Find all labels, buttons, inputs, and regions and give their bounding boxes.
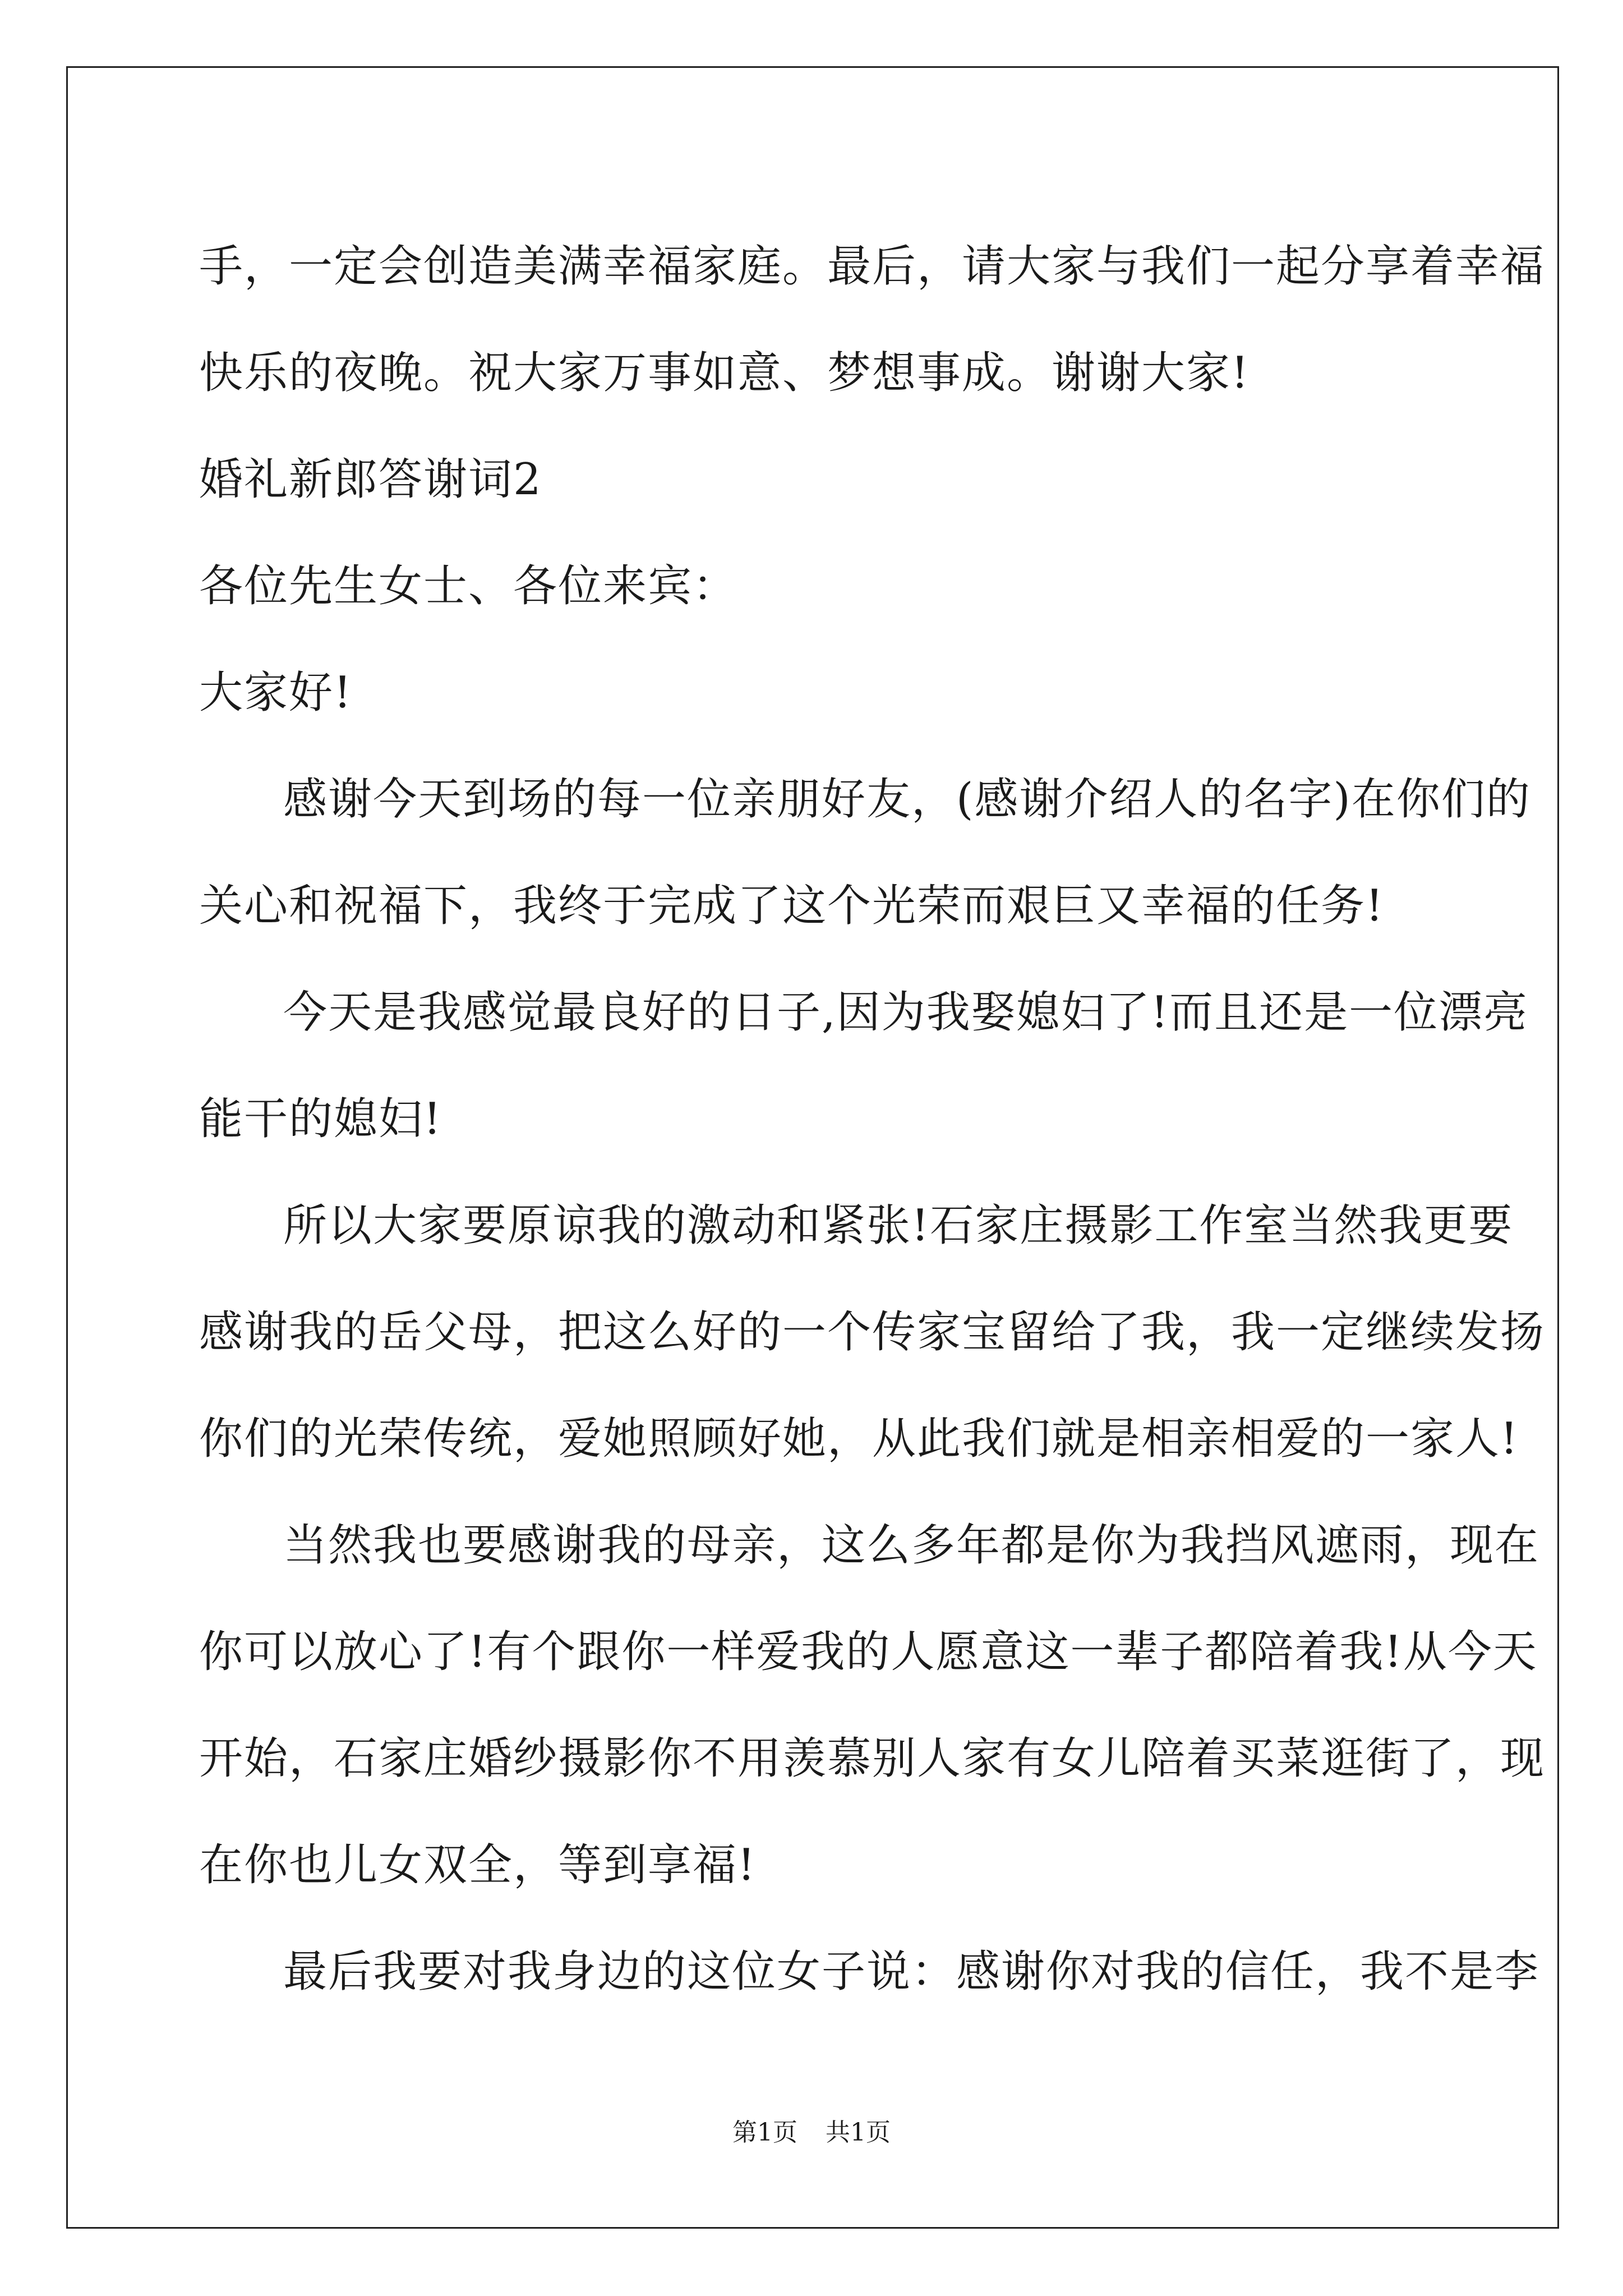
text-line: 开始，石家庄婚纱摄影你不用羡慕别人家有女儿陪着买菜逛街了，现 (199, 1733, 1546, 1784)
page-number-total: 共1页 (826, 2118, 891, 2147)
text-line: 在你也儿女双全，等到享福! (199, 1840, 757, 1890)
document-body (199, 213, 1546, 2025)
text-line: 能干的媳妇! (199, 1094, 442, 1144)
text-line: 手，一定会创造美满幸福家庭。最后，请大家与我们一起分享着幸福 (199, 241, 1546, 292)
paragraph-start: 所以大家要原谅我的激动和紧张!石家庄摄影工作室当然我更要 (283, 1200, 1514, 1251)
page-footer (0, 2116, 1623, 2150)
text-line: 你可以放心了!有个跟你一样爱我的人愿意这一辈子都陪着我!从今天 (199, 1627, 1538, 1677)
page-number-current: 第1页 (732, 2118, 797, 2147)
section-title: 婚礼新郎答谢词2 (199, 454, 542, 505)
greeting: 大家好! (199, 668, 353, 718)
paragraph-start: 当然我也要感谢我的母亲，这么多年都是你为我挡风遮雨，现在 (283, 1520, 1540, 1571)
paragraph-start: 今天是我感觉最良好的日子,因为我娶媳妇了!而且还是一位漂亮 (283, 987, 1529, 1038)
text-line: 快乐的夜晚。祝大家万事如意、梦想事成。谢谢大家! (199, 348, 1250, 398)
text-line: 感谢我的岳父母，把这么好的一个传家宝留给了我，我一定继续发扬 (199, 1307, 1546, 1358)
salutation: 各位先生女士、各位来宾： (199, 561, 738, 611)
paragraph-start: 感谢今天到场的每一位亲朋好友，(感谢介绍人的名字)在你们的 (283, 774, 1531, 825)
text-line: 你们的光荣传统，爱她照顾好她，从此我们就是相亲相爱的一家人! (199, 1414, 1519, 1464)
paragraph-start: 最后我要对我身边的这位女子说：感谢你对我的信任，我不是李 (283, 1947, 1540, 1997)
text-line: 关心和祝福下，我终于完成了这个光荣而艰巨又幸福的任务! (199, 881, 1385, 931)
